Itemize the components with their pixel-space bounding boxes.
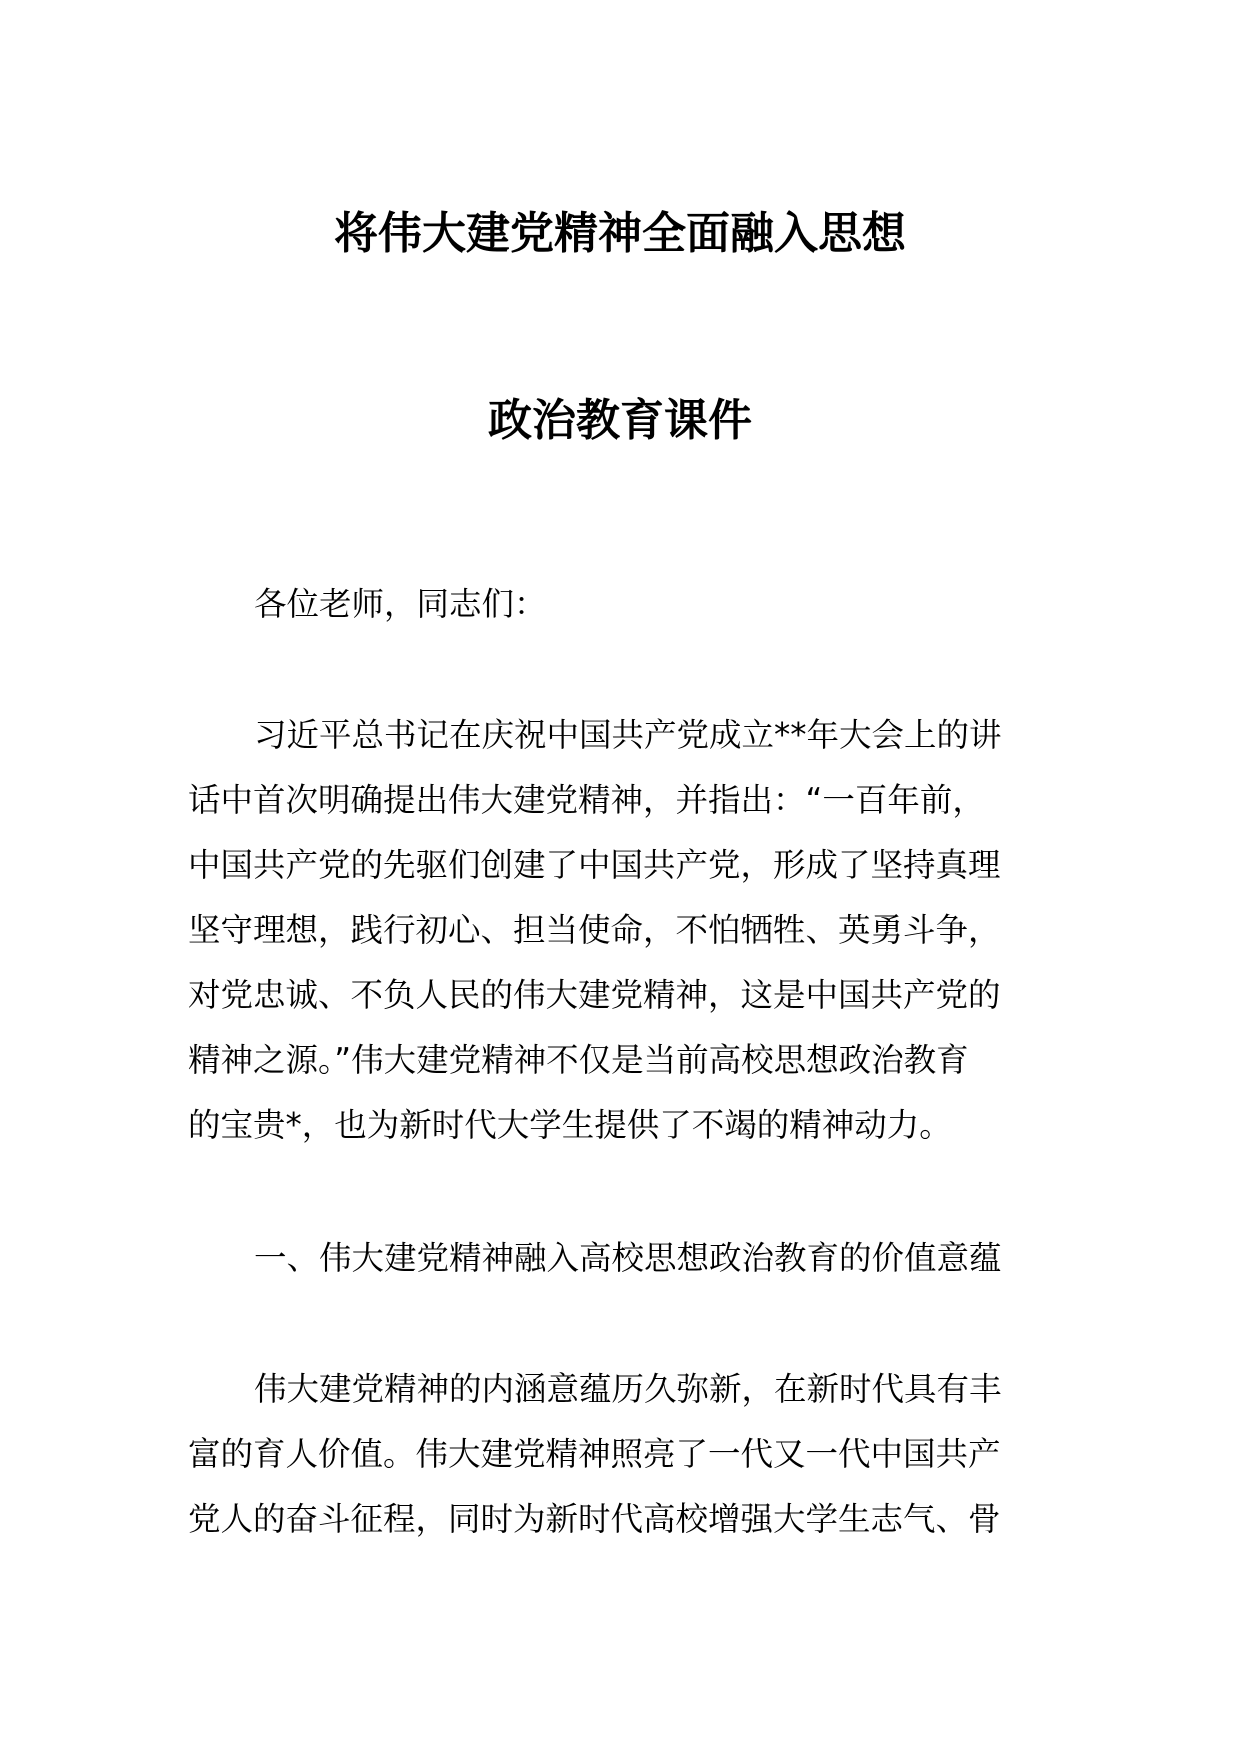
- intro-paragraph: [188, 703, 1058, 1158]
- section-heading: [188, 1226, 1058, 1291]
- greeting-paragraph: [188, 572, 1058, 637]
- section-heading-text: 一、伟大建党精神融入高校思想政治教育的价值意蕴: [254, 1239, 1002, 1277]
- document-title-line-2: 政治教育课件: [488, 395, 752, 446]
- greeting-text: 各位老师，同志们：: [254, 585, 547, 623]
- paragraph-line: 对党忠诚、不负人民的伟大建党精神，这是中国共产党的: [188, 976, 1001, 1014]
- paragraph-line: 话中首次明确提出伟大建党精神，并指出：“一百年前，: [188, 781, 985, 819]
- paragraph-line: 中国共产党的先驱们创建了中国共产党，形成了坚持真理: [188, 846, 1001, 884]
- paragraph-line: 坚守理想，践行初心、担当使命，不怕牺牲、英勇斗争，: [188, 911, 1001, 949]
- paragraph-line: 伟大建党精神的内涵意蕴历久弥新，在新时代具有丰: [254, 1370, 1002, 1408]
- paragraph-line: 富的育人价值。伟大建党精神照亮了一代又一代中国共产: [188, 1435, 1001, 1473]
- document-title-line-1: 将伟大建党精神全面融入思想: [334, 208, 906, 259]
- section-paragraph: [188, 1357, 1058, 1552]
- paragraph-line: 的宝贵*，也为新时代大学生提供了不竭的精神动力。: [188, 1106, 952, 1144]
- paragraph-line: 习近平总书记在庆祝中国共产党成立**年大会上的讲: [254, 716, 1002, 754]
- paragraph-line: 精神之源。”伟大建党精神不仅是当前高校思想政治教育: [188, 1041, 969, 1079]
- paragraph-line: 党人的奋斗征程，同时为新时代高校增强大学生志气、骨: [188, 1500, 1001, 1538]
